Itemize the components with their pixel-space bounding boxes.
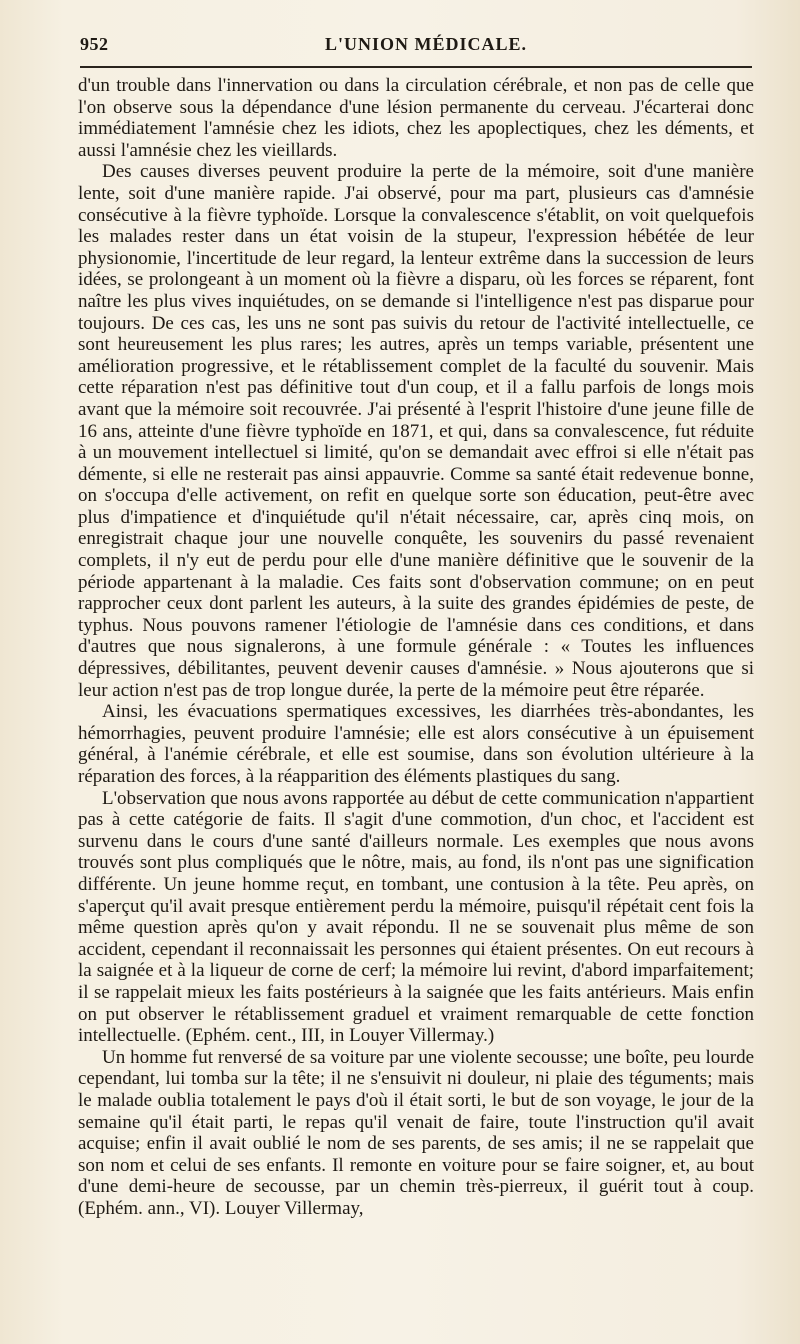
paragraph: d'un trouble dans l'innervation ou dans la circulation cérébrale, et non pas de celle que l'on observe sous la dépendance d'une lésion permanente du cerveau. J'écarterai donc immédiatement l'amnésie chez les idiots, chez les apoplectiques, chez les déments, et aussi l'amnésie chez les vieillards.: [78, 75, 754, 161]
paragraph: L'observation que nous avons rapportée au début de cette communication n'appartient pas à cette catégorie de faits. Il s'agit d'une commotion, d'un choc, et l'accident est survenu dans le cours d'une santé d'ailleurs normale. Les exemples que nous avons trouvés sont plus compliqués que le nôtre, mais, au fond, ils n'ont pas une signification différente. Un jeune homme reçut, en tombant, une contusion à la tête. Peu après, on s'aperçut qu'il avait presque entièrement perdu la mémoire, puisqu'il répétait cent fois la même question après qu'on y avait répondu. Il ne se souvenait plus même de son accident, cependant il reconnaissait les personnes qui étaient présentes. On eut recours à la saignée et à la liqueur de corne de cerf; la mémoire lui revint, d'abord imparfaitement; il se rappelait mieux les faits postérieurs à la saignée que les faits antérieurs. Mais enfin on put observer le rétablissement graduel et vraiment remarquable de cette fonction intellectuelle. (Ephém. cent., III, in Louyer Villermay.): [78, 787, 754, 1047]
page-header: [80, 34, 756, 58]
paragraph: Ainsi, les évacuations spermatiques excessives, les diarrhées très-abondantes, les hémorrhagies, peuvent produire l'amnésie; elle est alors consécutive à un épuisement général, à l'anémie cérébrale, et elle est soumise, dans son évolution ultérieure à la réparation des forces, à la réapparition des éléments plastiques du sang.: [78, 701, 754, 787]
running-title: L'UNION MÉDICALE.: [325, 34, 528, 54]
paragraph: Un homme fut renversé de sa voiture par une violente secousse; une boîte, peu lourde cependant, lui tomba sur la tête; il ne s'ensuivit ni douleur, ni plaie des téguments; mais le malade oublia totalement le pays d'où il était sorti, le but de son voyage, le jour de la semaine qu'il était parti, le repas qu'il venait de faire, toute l'instruction qu'il avait acquise; enfin il avait oublié le nom de ses parents, de ses amis; il ne se rappelait que son nom et celui de ses enfants. Il remonte en voiture pour se faire soigner, et, au bout d'une demi-heure de secousse, par un chemin très-pierreux, il guérit tout à coup. (Ephém. ann., VI). Louyer Villermay,: [78, 1046, 754, 1219]
page-number: 952: [80, 34, 109, 54]
paragraph: Des causes diverses peuvent produire la perte de la mémoire, soit d'une manière lente, soit d'une manière rapide. J'ai observé, pour ma part, plusieurs cas d'amnésie consécutive à la fièvre typhoïde. Lorsque la convalescence s'établit, on voit quelquefois les malades rester dans un état voisin de la stupeur, l'expression hébétée de leur physionomie, l'incertitude de leur regard, la lenteur extrême dans la succession de leurs idées, se prolongeant à un moment où la fièvre a disparu, où les forces se réparent, font naître les plus vives inquiétudes, on se demande si l'intelligence n'est pas disparue pour toujours. De ces cas, les uns ne sont pas suivis du retour de l'activité intellectuelle, ce sont heureusement les plus rares; les autres, après un temps variable, présentent une amélioration progressive, et le rétablissement complet de la faculté du souvenir. Mais cette réparation n'est pas définitive tout d'un coup, et il a fallu parfois de longs mois avant que la mémoire soit recouvrée. J'ai présenté à l'esprit l'histoire d'une jeune fille de 16 ans, atteinte d'une fièvre typhoïde en 1871, et qui, dans sa convalescence, fut réduite à un mouvement intellectuel si limité, qu'on se demandait avec effroi si elle n'était pas démente, si elle ne resterait pas ainsi appauvrie. Comme sa santé était redevenue bonne, on s'occupa d'elle activement, on refit en quelque sorte son éducation, peut-être avec plus d'impatience et d'inquiétude qu'il n'était nécessaire, car, après cinq mois, on enregistrait chaque jour une nouvelle conquête, les souvenirs du passé revenaient complets, il n'y eut de perdu pour elle d'une manière définitive que le souvenir de la période appartenant à la maladie. Ces faits sont d'observation commune; on en peut rapprocher ceux dont parlent les auteurs, à la suite des grandes épidémies de peste, de typhus. Nous pouvons ramener l'étiologie de l'amnésie dans ces conditions, et dans d'autres que nous signalerons, à une formule générale : « Toutes les influences dépressives, débilitantes, peuvent devenir causes d'amnésie. » Nous ajouterons que si leur action n'est pas de trop longue durée, la perte de la mémoire peut être réparée.: [78, 161, 754, 701]
article-body: [78, 75, 754, 1219]
header-rule: [80, 66, 752, 68]
